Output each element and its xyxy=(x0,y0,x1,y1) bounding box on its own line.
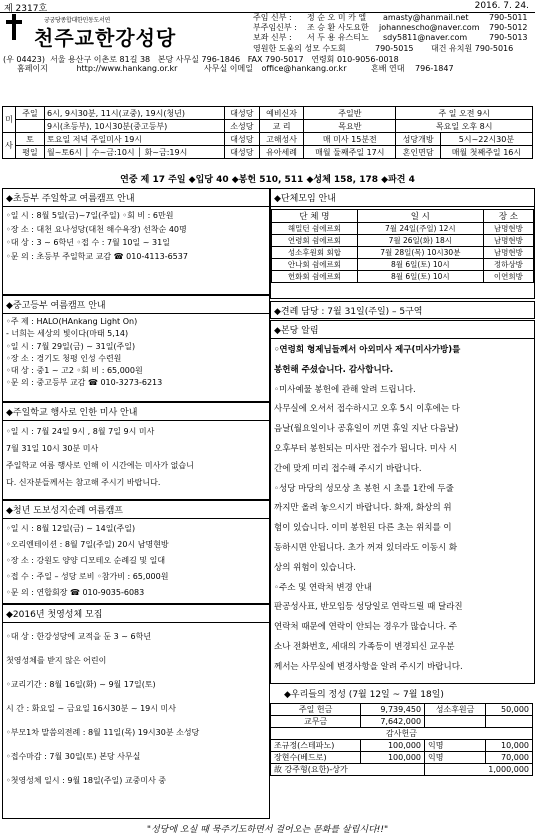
office-email-link[interactable]: office@hankang.or.kr xyxy=(261,64,347,73)
offering-section xyxy=(270,685,533,817)
liturgy-stats: 연중 제 17 주일 ◆입당 40 ◆봉헌 510, 511 ◆성체 158, 178 ◆파견 4 xyxy=(120,175,415,185)
duty-box xyxy=(270,301,535,319)
box-title: ◆초등부 주일학교 여름캠프 안내 xyxy=(3,189,269,207)
box-title: ◆2016년 첫영성체 모집 xyxy=(3,605,269,623)
box-title: ◆청년 도보성지순례 여름캠프 xyxy=(3,501,269,519)
box-title: ◆단체모임 안내 xyxy=(271,189,534,207)
group-meetings-table: 단 체 명 일 시 장 소 해밀턴 쉼에르회 7월 24일(주일) 12시 남명현방 연령회 쉼에르회 7월 26일(화) 18시 남명현방 성소후원회 회합 7월 28일(목) 10시30분 남명현방 안나회 쉼에르회 8월 6일(토) 10시 정하상방 헌화회 쉼에르회 8월 6일(토) 10시 이연희방 xyxy=(271,209,534,283)
church-logo-icon xyxy=(6,14,22,40)
church-name: 천주교한강성당 xyxy=(34,26,177,50)
box-title: ◆주일학교 행사로 인한 미사 안내 xyxy=(3,403,269,421)
footer-slogan: "성당에 오실 때 묵주기도하면서 걸어오는 문화를 살립시다!!" xyxy=(146,825,389,835)
homepage-line: 홈페이지 http://www.hankang.or.kr 사무실 이메일 office@hankang.or.kr 혼배 연대 796-1847 xyxy=(17,64,454,73)
table-row: 안나회 쉼에르회 8월 6일(토) 10시 정하상방 xyxy=(272,259,534,271)
mass-notice-box: ◆주일학교 행사로 인한 미사 안내 ◦일 시 : 7월 24일 9시 , 8월 7일 9시 미사 7월 31일 10시 30분 미사 주일학교 여름 행사로 인해 이 시간에는 미사가 없습니 다. 신자분들께서는 참고해 주시기 바랍니다. xyxy=(2,402,270,500)
issue-number: 제 2317호 xyxy=(4,4,48,14)
group-meetings-box xyxy=(270,188,535,299)
elementary-camp-box: ◆초등부 주일학교 여름캠프 안내 ◦일 시 : 8월 5일(금)~7일(주일) ◦회 비 : 6만원 ◦장 소 : 대천 요나성당(대천 해수욕장) 선착순 40명 ◦대 상 : 3 ~ 6학년 ◦접 수 : 7월 10일 ~ 31일 ◦문 의 : 초등부 주일학교 교감 ☎ 010-4113-6537 xyxy=(2,188,270,295)
pilgrimage-camp-box: ◆청년 도보성지순례 여름캠프 ◦일 시 : 8월 12일(금) ~ 14일(주일) ◦오리엔테이션 : 8월 7일(주일) 20시 남명현방 ◦장 소 : 강원도 양양 디모테오 순례길 및 일대 ◦접 수 : 주일 – 성당 로비 ◦참가비 : 65,000원 ◦문 의 : 연합회장 ☎ 010-9035-6083 xyxy=(2,500,270,604)
staff-email[interactable]: amasty@hanmail.net xyxy=(383,13,469,22)
homepage-link[interactable]: http://www.hankang.or.kr xyxy=(76,64,178,73)
issue-date: 2016. 7. 24. xyxy=(474,1,529,11)
address-line: (우 04423) 서울 용산구 이촌로 81길 38 본당 사무실 796-1846 FAX 790-5017 연령회 010-9056-0018 xyxy=(3,55,399,64)
table-row: 연령회 쉼에르회 7월 26일(화) 18시 남명현방 xyxy=(272,235,534,247)
staff-email[interactable]: sdy5811@naver.com xyxy=(383,33,468,43)
staff-row: 보좌 신부 : 서 두 용 유스티노 sdy5811@naver.com 790-5013 xyxy=(253,33,528,43)
offering-title: ◆우리들의 정성 (7월 12일 ~ 7월 18일) xyxy=(284,690,444,700)
mass-schedule-table: 미 주일 6시, 9시30분, 11시(교중), 19시(청년) 대성당 예비신자 주일반 주 일 오전 9시 9시(초등부), 10시30분(중고등부) 소성당 교 리 목요반 목요일 오후 8시 사 토 토요일 저녁 주일미사 19시 대성당 고해성사 매 미사 15분전 성당개방 5시~22시30분 평일 월~토6시 │ 수~금:10시 │ 화~금:19시 대성당 유아세례 매월 둘째주일 17시 혼인면담 매월 첫째주일 16시 xyxy=(2,106,533,159)
first-communion-box: ◆2016년 첫영성체 모집 ◦대 상 : 한강성당에 교적을 둔 3 ~ 6학년 첫영성체를 받지 않은 어린이 ◦교리기간 : 8월 16일(화) ~ 9월 17일(토) 시 간 : 화요일 ~ 금요일 16시30분 ~ 19시 미사 ◦부모1차 말씀의전례 : 8월 11일(목) 19시30분 소성당 ◦접수마감 : 7월 30일(토) 본당 사무실 ◦첫영성체 일시 : 9월 18일(주일) 교중미사 중 xyxy=(2,604,270,819)
box-title: ◆본당 알림 xyxy=(271,321,534,339)
church-subtitle: 궁궁당종합대한민동도서연 xyxy=(44,17,110,24)
staff-row: 영원한 도움의 성모 수도회 790-5015 대건 유치원 790-5016 xyxy=(253,43,514,53)
offering-table: 주일 헌금 9,739,450 성소후원금 50,000 교무금 7,642,000 감사헌금 조규정(스테파노) 100,000 익명 10,000 장현수(베드로) 100,000 익명 70,000 故 강주형(요한)-상가 1,000,000 xyxy=(270,703,533,776)
staff-row: 부주임신부 : 조 승 환 사도요한 johannescho@naver.com 790-5012 xyxy=(253,23,528,33)
parish-notice-box: ◆본당 알림 ◦연령회 형제님들께서 아외미사 제구(미사가방)를 봉헌해 주셨습니다. 감사합니다. ◦미사예물 봉헌에 관해 알려 드립니다. 사무실에 오셔서 접수하시고 오후 5시 이후에는 다 음날(월요일이나 공휴일이 끼면 휴일 지난 다음날) 오후부터 봉헌되는 미사만 접수가 됩니다. 미사 시 간에 맞게 미리 접수해 주시기 바랍니다. ◦성당 마당의 성모상 초 봉헌 시 초를 1칸에 두줄 까지만 올려 놓으시기 바랍니다. 화재, 화상의 위 험이 있습니다. 이미 봉헌된 다른 초는 위치를 이 동하시면 안됩니다. 초가 꺼져 있더라도 이동시 화 상의 위험이 있습니다. ◦주소 및 연락처 변경 안내 판공성사표, 반모임등 성당일로 연락드릴 때 달라진 연락처 때문에 연락이 안되는 경우가 많습니다. 주 소나 전화번호, 세대의 가족등이 변경되신 교우분 께서는 사무실에 변경사항을 알려 주시기 바랍니다. xyxy=(270,320,535,684)
staff-list xyxy=(253,13,533,54)
table-row: 해밀턴 쉼에르회 7월 24일(주일) 12시 남명현방 xyxy=(272,223,534,235)
table-row: 헌화회 쉼에르회 8월 6일(토) 10시 이연희방 xyxy=(272,271,534,283)
youth-camp-box: ◆중고등부 여름캠프 안내 ◦주 제 : HALO(HAnkang Light On) - 너희는 세상의 빛이다(마태 5,14) ◦일 시 : 7월 29일(금) ~ 31일(주일) ◦장 소 : 경기도 청평 인성 수련원 ◦대 상 : 중1 ~ 고2 ◦회 비 : 65,000원 ◦문 의 : 중고등부 교감 ☎ 010-3273-6213 xyxy=(2,295,270,402)
staff-row: 주임 신부 : 정 순 오 미 카 엘 amasty@hanmail.net 790-5011 xyxy=(253,13,528,22)
staff-email[interactable]: johannescho@naver.com xyxy=(379,23,480,33)
box-title: ◆중고등부 여름캠프 안내 xyxy=(3,296,269,314)
table-row: 성소후원회 회합 7월 28일(목) 10시30분 남명현방 xyxy=(272,247,534,259)
duty-title: ◆견례 담당 : 7월 31일(주일) – 5구역 xyxy=(274,307,423,317)
